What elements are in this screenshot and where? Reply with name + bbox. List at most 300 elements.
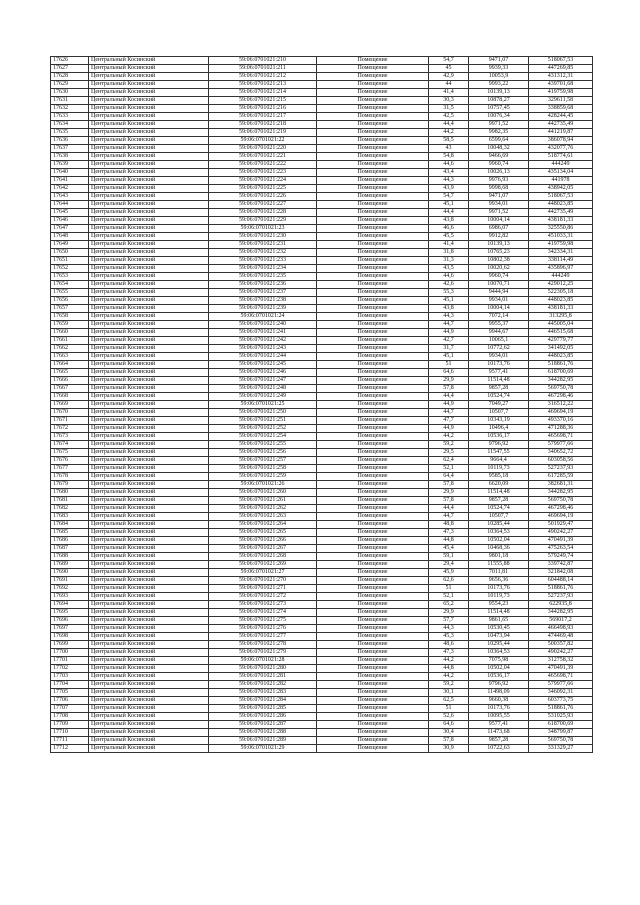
cadastral-value-cell: 344282,95 <box>529 489 593 497</box>
cadastral-number-cell: 59:06:0701021:248 <box>209 385 317 393</box>
object-type-cell: Помещение <box>317 553 429 561</box>
area-cell: 42,9 <box>429 73 469 81</box>
table-row <box>51 121 593 129</box>
row-number-cell: 17627 <box>51 65 89 73</box>
cadastral-number-cell: 59:06:0701021:237 <box>209 289 317 297</box>
district-cell: Центральный Косинский <box>89 497 209 505</box>
object-type-cell: Помещение <box>317 721 429 729</box>
cadastral-rate-cell: 9664,4 <box>469 457 529 465</box>
district-cell: Центральный Косинский <box>89 353 209 361</box>
row-number-cell: 17680 <box>51 489 89 497</box>
cadastral-value-cell: 419759,98 <box>529 241 593 249</box>
cadastral-number-cell: 59:06:0701021:266 <box>209 537 317 545</box>
cadastral-value-cell: 451033,31 <box>529 233 593 241</box>
row-number-cell: 17712 <box>51 745 89 753</box>
area-cell: 57,8 <box>429 385 469 393</box>
table-row <box>51 673 593 681</box>
table-row <box>51 625 593 633</box>
object-type-cell: Помещение <box>317 273 429 281</box>
district-cell: Центральный Косинский <box>89 97 209 105</box>
object-type-cell: Помещение <box>317 513 429 521</box>
area-cell: 43 <box>429 145 469 153</box>
area-cell: 64,4 <box>429 473 469 481</box>
table-row <box>51 561 593 569</box>
area-cell: 46,6 <box>429 225 469 233</box>
district-cell: Центральный Косинский <box>89 81 209 89</box>
cadastral-rate-cell: 9554,23 <box>469 601 529 609</box>
object-type-cell: Помещение <box>317 385 429 393</box>
row-number-cell: 17678 <box>51 473 89 481</box>
table-body <box>51 57 593 753</box>
district-cell: Центральный Косинский <box>89 321 209 329</box>
object-type-cell: Помещение <box>317 185 429 193</box>
table-row <box>51 105 593 113</box>
district-cell: Центральный Косинский <box>89 689 209 697</box>
row-number-cell: 17698 <box>51 633 89 641</box>
cadastral-value-cell: 617285,59 <box>529 473 593 481</box>
row-number-cell: 17689 <box>51 561 89 569</box>
row-number-cell: 17677 <box>51 465 89 473</box>
row-number-cell: 17663 <box>51 353 89 361</box>
cadastral-value-cell: 382681,31 <box>529 481 593 489</box>
cadastral-value-cell: 471288,36 <box>529 425 593 433</box>
district-cell: Центральный Косинский <box>89 601 209 609</box>
table-row <box>51 633 593 641</box>
row-number-cell: 17629 <box>51 81 89 89</box>
cadastral-number-cell: 59:06:0701021:271 <box>209 585 317 593</box>
cadastral-value-cell: 490242,27 <box>529 649 593 657</box>
cadastral-rate-cell: 10026,13 <box>469 169 529 177</box>
cadastral-rate-cell: 9960,74 <box>469 273 529 281</box>
cadastral-value-cell: 501929,47 <box>529 521 593 529</box>
table-row <box>51 497 593 505</box>
object-type-cell: Помещение <box>317 305 429 313</box>
object-type-cell: Помещение <box>317 489 429 497</box>
district-cell: Центральный Косинский <box>89 177 209 185</box>
cadastral-rate-cell: 9857,28 <box>469 737 529 745</box>
row-number-cell: 17660 <box>51 329 89 337</box>
district-cell: Центральный Косинский <box>89 697 209 705</box>
area-cell: 52,1 <box>429 593 469 601</box>
object-type-cell: Помещение <box>317 673 429 681</box>
table-row <box>51 177 593 185</box>
cadastral-value-cell: 475263,54 <box>529 545 593 553</box>
row-number-cell: 17671 <box>51 417 89 425</box>
cadastral-number-cell: 59:06:0701021:233 <box>209 257 317 265</box>
area-cell: 51 <box>429 705 469 713</box>
district-cell: Центральный Косинский <box>89 649 209 657</box>
cadastral-rate-cell: 9912,82 <box>469 233 529 241</box>
cadastral-rate-cell: 10530,45 <box>469 625 529 633</box>
district-cell: Центральный Косинский <box>89 705 209 713</box>
table-row <box>51 689 593 697</box>
table-row <box>51 577 593 585</box>
district-cell: Центральный Косинский <box>89 737 209 745</box>
area-cell: 41,4 <box>429 89 469 97</box>
area-cell: 65,2 <box>429 601 469 609</box>
cadastral-value-cell: 603058,56 <box>529 457 593 465</box>
cadastral-rate-cell: 9660,38 <box>469 697 529 705</box>
cadastral-rate-cell: 10502,04 <box>469 537 529 545</box>
row-number-cell: 17693 <box>51 593 89 601</box>
cadastral-value-cell: 518861,76 <box>529 361 593 369</box>
cadastral-number-cell: 59:06:0701021:216 <box>209 105 317 113</box>
table-row <box>51 425 593 433</box>
object-type-cell: Помещение <box>317 625 429 633</box>
cadastral-rate-cell: 9934,01 <box>469 201 529 209</box>
cadastral-value-cell: 339742,87 <box>529 561 593 569</box>
table-row <box>51 609 593 617</box>
cadastral-value-cell: 467298,46 <box>529 505 593 513</box>
cadastral-rate-cell: 7075,98 <box>469 657 529 665</box>
cadastral-value-cell: 446515,68 <box>529 329 593 337</box>
cadastral-value-cell: 340652,72 <box>529 449 593 457</box>
row-number-cell: 17687 <box>51 545 89 553</box>
table-row <box>51 745 593 753</box>
cadastral-number-cell: 59:06:0701021:243 <box>209 345 317 353</box>
object-type-cell: Помещение <box>317 265 429 273</box>
table-row <box>51 529 593 537</box>
cadastral-number-cell: 59:06:0701021:261 <box>209 497 317 505</box>
cadastral-value-cell: 569017,2 <box>529 617 593 625</box>
area-cell: 45,4 <box>429 545 469 553</box>
cadastral-number-cell: 59:06:0701021:214 <box>209 89 317 97</box>
area-cell: 44,6 <box>429 161 469 169</box>
table-row <box>51 393 593 401</box>
cadastral-number-cell: 59:06:0701021:287 <box>209 721 317 729</box>
cadastral-value-cell: 470491,39 <box>529 537 593 545</box>
area-cell: 31,5 <box>429 105 469 113</box>
area-cell: 59,1 <box>429 553 469 561</box>
cadastral-number-cell: 59:06:0701021:245 <box>209 361 317 369</box>
cadastral-rate-cell: 9471,07 <box>469 193 529 201</box>
area-cell: 31,3 <box>429 257 469 265</box>
cadastral-number-cell: 59:06:0701021:260 <box>209 489 317 497</box>
area-cell: 31,8 <box>429 249 469 257</box>
area-cell: 43,8 <box>429 217 469 225</box>
cadastral-number-cell: 59:06:0701021:242 <box>209 337 317 345</box>
area-cell: 29,4 <box>429 561 469 569</box>
cadastral-rate-cell: 10070,71 <box>469 281 529 289</box>
area-cell: 44,7 <box>429 321 469 329</box>
cadastral-rate-cell: 10468,36 <box>469 545 529 553</box>
table-row <box>51 321 593 329</box>
cadastral-rate-cell: 9934,01 <box>469 353 529 361</box>
area-cell: 43,9 <box>429 185 469 193</box>
area-cell: 48,6 <box>429 641 469 649</box>
table-row <box>51 257 593 265</box>
area-cell: 44,9 <box>429 425 469 433</box>
district-cell: Центральный Косинский <box>89 561 209 569</box>
area-cell: 45,3 <box>429 633 469 641</box>
object-type-cell: Помещение <box>317 425 429 433</box>
object-type-cell: Помещение <box>317 449 429 457</box>
row-number-cell: 17628 <box>51 73 89 81</box>
cadastral-number-cell: 59:06:0701021:258 <box>209 465 317 473</box>
cadastral-value-cell: 338859,68 <box>529 105 593 113</box>
cadastral-rate-cell: 10536,17 <box>469 673 529 681</box>
district-cell: Центральный Косинский <box>89 65 209 73</box>
table-row <box>51 233 593 241</box>
cadastral-number-cell: 59:06:0701021:240 <box>209 321 317 329</box>
table-row <box>51 681 593 689</box>
area-cell: 62,6 <box>429 577 469 585</box>
cadastral-rate-cell: 11555,88 <box>469 561 529 569</box>
area-cell: 44,3 <box>429 177 469 185</box>
area-cell: 62,5 <box>429 697 469 705</box>
object-type-cell: Помещение <box>317 529 429 537</box>
cadastral-number-cell: 59:06:0701021:25 <box>209 401 317 409</box>
table-row <box>51 729 593 737</box>
cadastral-number-cell: 59:06:0701021:226 <box>209 193 317 201</box>
row-number-cell: 17675 <box>51 449 89 457</box>
row-number-cell: 17669 <box>51 401 89 409</box>
object-type-cell: Помещение <box>317 457 429 465</box>
table-row <box>51 185 593 193</box>
table-row <box>51 417 593 425</box>
district-cell: Центральный Косинский <box>89 57 209 65</box>
cadastral-rate-cell: 10119,73 <box>469 465 529 473</box>
area-cell: 57,8 <box>429 737 469 745</box>
cadastral-value-cell: 438181,33 <box>529 217 593 225</box>
district-cell: Центральный Косинский <box>89 433 209 441</box>
cadastral-rate-cell: 9857,28 <box>469 385 529 393</box>
object-type-cell: Помещение <box>317 505 429 513</box>
cadastral-rate-cell: 10364,53 <box>469 649 529 657</box>
cadastral-value-cell: 439701,68 <box>529 81 593 89</box>
cadastral-value-cell: 346092,31 <box>529 689 593 697</box>
cadastral-rate-cell: 10004,14 <box>469 217 529 225</box>
area-cell: 54,7 <box>429 193 469 201</box>
cadastral-value-cell: 344282,95 <box>529 609 593 617</box>
cadastral-value-cell: 441219,87 <box>529 129 593 137</box>
cadastral-value-cell: 490242,27 <box>529 529 593 537</box>
cadastral-value-cell: 579977,66 <box>529 681 593 689</box>
cadastral-rate-cell: 10496,4 <box>469 425 529 433</box>
cadastral-number-cell: 59:06:0701021:221 <box>209 153 317 161</box>
table-row <box>51 489 593 497</box>
object-type-cell: Помещение <box>317 137 429 145</box>
cadastral-number-cell: 59:06:0701021:279 <box>209 649 317 657</box>
cadastral-value-cell: 569750,78 <box>529 385 593 393</box>
district-cell: Центральный Косинский <box>89 241 209 249</box>
cadastral-rate-cell: 10004,14 <box>469 305 529 313</box>
cadastral-value-cell: 518067,53 <box>529 193 593 201</box>
cadastral-number-cell: 59:06:0701021:236 <box>209 281 317 289</box>
district-cell: Центральный Косинский <box>89 137 209 145</box>
cadastral-value-cell: 445005,04 <box>529 321 593 329</box>
row-number-cell: 17674 <box>51 441 89 449</box>
district-cell: Центральный Косинский <box>89 297 209 305</box>
district-cell: Центральный Косинский <box>89 569 209 577</box>
table-row <box>51 241 593 249</box>
cadastral-rate-cell: 10020,62 <box>469 265 529 273</box>
object-type-cell: Помещение <box>317 569 429 577</box>
cadastral-value-cell: 348799,87 <box>529 729 593 737</box>
cadastral-value-cell: 429012,25 <box>529 281 593 289</box>
district-cell: Центральный Косинский <box>89 465 209 473</box>
object-type-cell: Помещение <box>317 321 429 329</box>
cadastral-value-cell: 419759,98 <box>529 89 593 97</box>
table-row <box>51 409 593 417</box>
area-cell: 44,9 <box>429 401 469 409</box>
row-number-cell: 17640 <box>51 169 89 177</box>
row-number-cell: 17673 <box>51 433 89 441</box>
object-type-cell: Помещение <box>317 209 429 217</box>
cadastral-rate-cell: 9998,68 <box>469 185 529 193</box>
district-cell: Центральный Косинский <box>89 193 209 201</box>
cadastral-value-cell: 493370,16 <box>529 417 593 425</box>
table-row <box>51 593 593 601</box>
area-cell: 43,8 <box>429 305 469 313</box>
row-number-cell: 17643 <box>51 193 89 201</box>
area-cell: 30,4 <box>429 729 469 737</box>
district-cell: Центральный Косинский <box>89 545 209 553</box>
district-cell: Центральный Косинский <box>89 377 209 385</box>
object-type-cell: Помещение <box>317 361 429 369</box>
cadastral-value-cell: 518861,76 <box>529 585 593 593</box>
table-row <box>51 553 593 561</box>
area-cell: 44,8 <box>429 537 469 545</box>
cadastral-value-cell: 438942,05 <box>529 185 593 193</box>
object-type-cell: Помещение <box>317 649 429 657</box>
row-number-cell: 17645 <box>51 209 89 217</box>
area-cell: 47,3 <box>429 649 469 657</box>
district-cell: Центральный Косинский <box>89 449 209 457</box>
row-number-cell: 17651 <box>51 257 89 265</box>
table-row <box>51 697 593 705</box>
cadastral-number-cell: 59:06:0701021:250 <box>209 409 317 417</box>
row-number-cell: 17682 <box>51 505 89 513</box>
area-cell: 57,8 <box>429 481 469 489</box>
cadastral-value-cell: 469694,19 <box>529 409 593 417</box>
area-cell: 29,9 <box>429 377 469 385</box>
cadastral-number-cell: 59:06:0701021:220 <box>209 145 317 153</box>
row-number-cell: 17704 <box>51 681 89 689</box>
cadastral-rate-cell: 6986,07 <box>469 225 529 233</box>
area-cell: 30,9 <box>429 745 469 753</box>
object-type-cell: Помещение <box>317 417 429 425</box>
cadastral-number-cell: 59:06:0701021:222 <box>209 161 317 169</box>
area-cell: 42,7 <box>429 337 469 345</box>
table-row <box>51 513 593 521</box>
area-cell: 52,1 <box>429 465 469 473</box>
cadastral-number-cell: 59:06:0701021:278 <box>209 641 317 649</box>
object-type-cell: Помещение <box>317 145 429 153</box>
district-cell: Центральный Косинский <box>89 161 209 169</box>
cadastral-number-cell: 59:06:0701021:231 <box>209 241 317 249</box>
cadastral-rate-cell: 10878,27 <box>469 97 529 105</box>
cadastral-value-cell: 622935,8 <box>529 601 593 609</box>
row-number-cell: 17709 <box>51 721 89 729</box>
cadastral-value-cell: 321842,08 <box>529 569 593 577</box>
row-number-cell: 17700 <box>51 649 89 657</box>
district-cell: Центральный Косинский <box>89 641 209 649</box>
cadastral-number-cell: 59:06:0701021:212 <box>209 73 317 81</box>
table-row <box>51 433 593 441</box>
cadastral-rate-cell: 9934,01 <box>469 297 529 305</box>
table-row <box>51 649 593 657</box>
district-cell: Центральный Косинский <box>89 73 209 81</box>
district-cell: Центральный Косинский <box>89 409 209 417</box>
row-number-cell: 17686 <box>51 537 89 545</box>
object-type-cell: Помещение <box>317 745 429 753</box>
object-type-cell: Помещение <box>317 233 429 241</box>
area-cell: 44,7 <box>429 409 469 417</box>
cadastral-number-cell: 59:06:0701021:215 <box>209 97 317 105</box>
row-number-cell: 17661 <box>51 337 89 345</box>
table-row <box>51 305 593 313</box>
district-cell: Центральный Косинский <box>89 657 209 665</box>
row-number-cell: 17659 <box>51 321 89 329</box>
district-cell: Центральный Косинский <box>89 489 209 497</box>
cadastral-rate-cell: 10173,76 <box>469 705 529 713</box>
row-number-cell: 17639 <box>51 161 89 169</box>
cadastral-number-cell: 59:06:0701021:244 <box>209 353 317 361</box>
object-type-cell: Помещение <box>317 161 429 169</box>
cadastral-rate-cell: 9971,52 <box>469 209 529 217</box>
cadastral-rate-cell: 10757,45 <box>469 105 529 113</box>
cadastral-rate-cell: 10722,63 <box>469 745 529 753</box>
object-type-cell: Помещение <box>317 369 429 377</box>
district-cell: Центральный Косинский <box>89 369 209 377</box>
row-number-cell: 17630 <box>51 89 89 97</box>
cadastral-number-cell: 59:06:0701021:288 <box>209 729 317 737</box>
cadastral-value-cell: 313295,8 <box>529 313 593 321</box>
cadastral-rate-cell: 10173,76 <box>469 361 529 369</box>
object-type-cell: Помещение <box>317 657 429 665</box>
cadastral-value-cell: 329611,58 <box>529 97 593 105</box>
area-cell: 45,9 <box>429 569 469 577</box>
object-type-cell: Помещение <box>317 641 429 649</box>
cadastral-rate-cell: 10076,34 <box>469 113 529 121</box>
cadastral-value-cell: 444249 <box>529 273 593 281</box>
row-number-cell: 17668 <box>51 393 89 401</box>
table-row <box>51 57 593 65</box>
district-cell: Центральный Косинский <box>89 169 209 177</box>
object-type-cell: Помещение <box>317 601 429 609</box>
cadastral-rate-cell: 10139,13 <box>469 89 529 97</box>
object-type-cell: Помещение <box>317 289 429 297</box>
cadastral-rate-cell: 7049,27 <box>469 401 529 409</box>
cadastral-number-cell: 59:06:0701021:23 <box>209 225 317 233</box>
object-type-cell: Помещение <box>317 193 429 201</box>
cadastral-rate-cell: 9577,41 <box>469 369 529 377</box>
table-row <box>51 249 593 257</box>
cadastral-number-cell: 59:06:0701021:241 <box>209 329 317 337</box>
table-row <box>51 161 593 169</box>
cadastral-rate-cell: 10343,19 <box>469 417 529 425</box>
cadastral-number-cell: 59:06:0701021:274 <box>209 609 317 617</box>
cadastral-number-cell: 59:06:0701021:217 <box>209 113 317 121</box>
cadastral-value-cell: 518861,76 <box>529 705 593 713</box>
area-cell: 47,7 <box>429 417 469 425</box>
cadastral-value-cell: 579249,74 <box>529 553 593 561</box>
table-row <box>51 313 593 321</box>
cadastral-rate-cell: 9796,92 <box>469 681 529 689</box>
cadastral-value-cell: 474469,48 <box>529 633 593 641</box>
cadastral-value-cell: 469694,19 <box>529 513 593 521</box>
row-number-cell: 17705 <box>51 689 89 697</box>
cadastral-value-cell: 316512,22 <box>529 401 593 409</box>
cadastral-rate-cell: 9939,33 <box>469 65 529 73</box>
cadastral-value-cell: 438181,33 <box>529 305 593 313</box>
row-number-cell: 17644 <box>51 201 89 209</box>
row-number-cell: 17699 <box>51 641 89 649</box>
district-cell: Центральный Косинский <box>89 257 209 265</box>
cadastral-rate-cell: 9585,18 <box>469 473 529 481</box>
cadastral-value-cell: 325550,86 <box>529 225 593 233</box>
